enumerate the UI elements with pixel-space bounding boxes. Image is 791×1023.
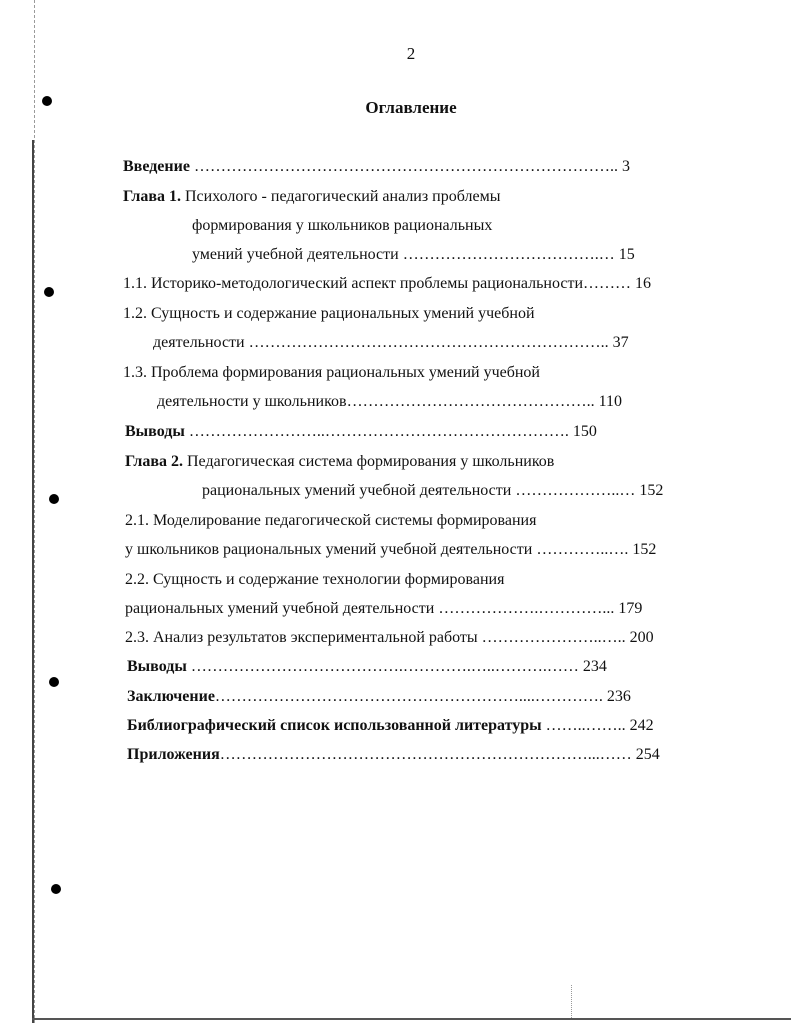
toc-entry-1-3-cont: деятельности у школьников……………………………………….. 110 (157, 393, 622, 410)
page-edge-left (32, 140, 34, 1023)
toc-entry-1-2-cont: деятельности ………………………………………………………….. 37 (153, 334, 629, 351)
page-edge-mark (571, 985, 573, 1018)
toc-entry-text: Психолого - педагогический анализ проблемы (181, 188, 501, 205)
page-number: 2 (406, 44, 416, 63)
binder-hole-icon (49, 677, 59, 687)
toc-entry-1-2: 1.2. Сущность и содержание рациональных умений учебной (123, 305, 535, 322)
toc-entry-chapter-1-cont: формирования у школьников рациональных (192, 217, 493, 234)
toc-entry-2-3: 2.3. Анализ результатов экспериментальной работы …………………..….. 200 (125, 629, 654, 646)
toc-entry-conclusions-2 (127, 657, 607, 677)
toc-entry-2-2-cont: рациональных умений учебной деятельности ……………….…………... 179 (125, 600, 643, 617)
toc-entry-bibliography (127, 716, 654, 736)
toc-entry-text: Педагогическая система формирования у школьников (183, 453, 555, 470)
toc-entry-1-3: 1.3. Проблема формирования рациональных умений учебной (123, 364, 540, 381)
toc-entry-chapter-2-cont: рациональных умений учебной деятельности ………………..… 152 (202, 482, 664, 499)
toc-entry-final (127, 687, 631, 707)
binder-hole-icon (51, 884, 61, 894)
toc-entry-label: Выводы (125, 423, 185, 440)
toc-entry-label: Глава 2. (125, 453, 183, 470)
toc-entry-2-2: 2.2. Сущность и содержание технологии формирования (125, 571, 505, 588)
toc-entry-label: Заключение (127, 688, 215, 705)
toc-entry-intro (123, 157, 630, 177)
toc-page: 3 (617, 158, 630, 175)
toc-entry-rest: ……………………..………………………………………. 150 (184, 423, 597, 440)
toc-entry-label: Введение (123, 158, 190, 175)
toc-entry-appendix (127, 745, 660, 765)
toc-entry-chapter-1-cont: умений учебной деятельности ……………………………….… 15 (192, 246, 635, 263)
page-edge-dashed (34, 0, 36, 1023)
page-edge-bottom (32, 1018, 791, 1020)
toc-entry-1-1: 1.1. Историко-методологический аспект проблемы рациональности……… 16 (123, 275, 652, 292)
binder-hole-icon (49, 494, 59, 504)
binder-hole-icon (44, 287, 54, 297)
toc-entry-chapter-2 (125, 452, 554, 472)
toc-entry-label: Глава 1. (123, 188, 181, 205)
toc-entry-label: Приложения (127, 746, 220, 763)
toc-entry-rest: ……..…….. 242 (541, 717, 654, 734)
toc-entry-rest: …………………………………………………....…………. 236 (214, 688, 631, 705)
toc-title: Оглавление (365, 98, 457, 117)
toc-entry-rest: ……………………………………………………………...…… 254 (219, 746, 660, 763)
toc-entry-label: Выводы (127, 658, 187, 675)
toc-leader: …………………………………………………………………….. (189, 158, 618, 175)
toc-entry-rest: ………………………………….………….…..……….…… 234 (186, 658, 607, 675)
toc-entry-chapter-1 (123, 187, 500, 207)
toc-entry-2-1: 2.1. Моделирование педагогической системы формирования (125, 512, 537, 529)
toc-entry-2-1-cont: у школьников рациональных умений учебной деятельности …………..…. 152 (125, 541, 657, 558)
toc-entry-conclusions-1 (125, 422, 597, 442)
toc-entry-label: Библиографический список использованной литературы (127, 717, 542, 734)
